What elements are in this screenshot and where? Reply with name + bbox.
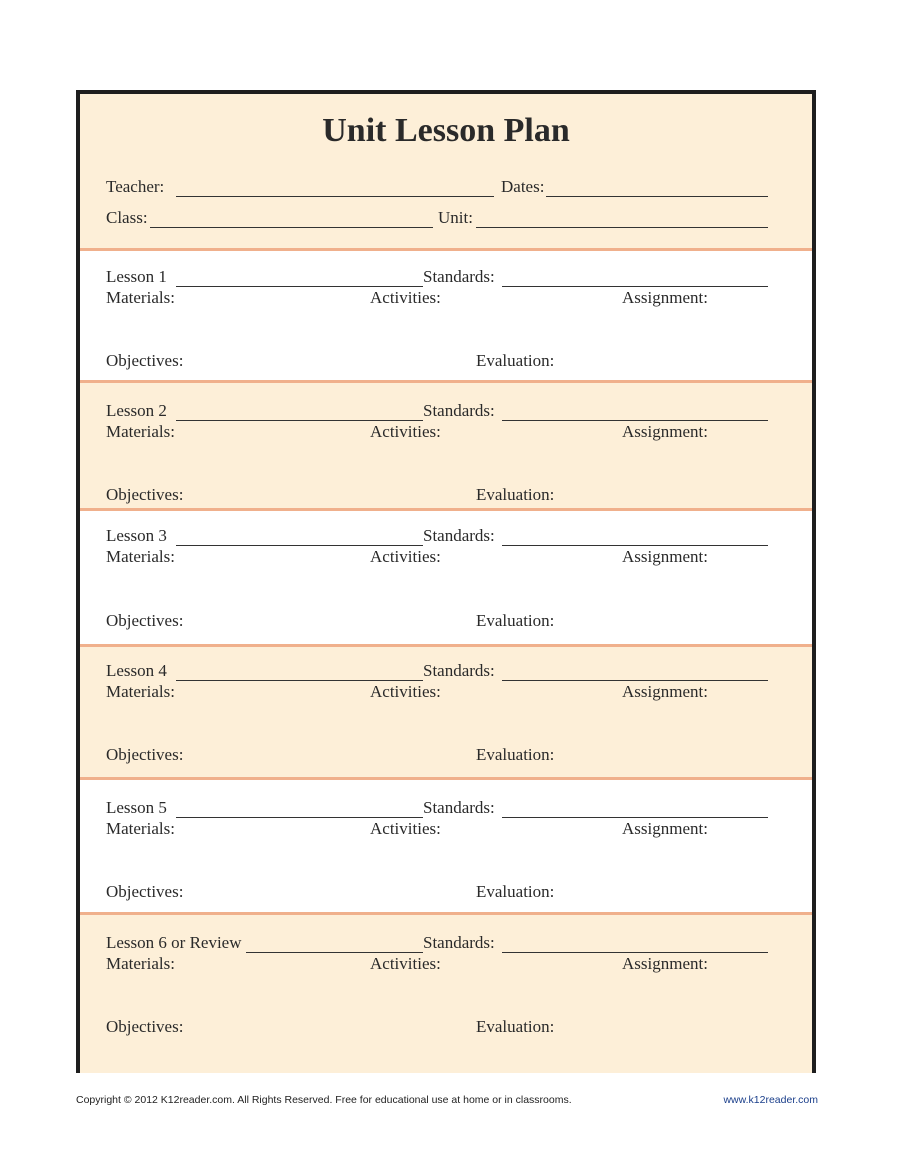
standards-field[interactable] [502,286,768,287]
lesson-3-field[interactable] [176,545,423,546]
materials-label: Materials: [106,547,175,566]
standards-field[interactable] [502,952,768,953]
evaluation-label: Evaluation: [476,1017,555,1036]
lesson-plan-frame [76,90,816,1073]
materials-label: Materials: [106,819,175,838]
lesson-4-label: Lesson 4 [106,661,167,680]
lesson-6-section [80,915,812,1073]
lesson-1-field[interactable] [176,286,423,287]
evaluation-label: Evaluation: [476,351,555,370]
standards-field[interactable] [502,680,768,681]
activities-label: Activities: [370,954,441,973]
lesson-1-label: Lesson 1 [106,267,167,286]
assignment-label: Assignment: [622,288,708,307]
lesson-5-label: Lesson 5 [106,798,167,817]
objectives-label: Objectives: [106,351,184,370]
objectives-label: Objectives: [106,611,184,630]
activities-label: Activities: [370,547,441,566]
lesson-5-section [80,780,812,912]
lesson-4-section [80,647,812,777]
assignment-label: Assignment: [622,422,708,441]
lesson-6-label: Lesson 6 or Review [106,933,242,952]
materials-label: Materials: [106,422,175,441]
lesson-3-label: Lesson 3 [106,526,167,545]
lesson-1-section [80,251,812,380]
objectives-label: Objectives: [106,1017,184,1036]
activities-label: Activities: [370,422,441,441]
lesson-5-field[interactable] [176,817,423,818]
assignment-label: Assignment: [622,819,708,838]
lesson-4-field[interactable] [176,680,423,681]
assignment-label: Assignment: [622,547,708,566]
activities-label: Activities: [370,682,441,701]
assignment-label: Assignment: [622,682,708,701]
dates-field[interactable] [546,196,768,197]
evaluation-label: Evaluation: [476,611,555,630]
standards-label: Standards: [423,661,495,680]
standards-label: Standards: [423,933,495,952]
objectives-label: Objectives: [106,745,184,764]
website-link[interactable]: www.k12reader.com [723,1094,818,1106]
objectives-label: Objectives: [106,485,184,504]
evaluation-label: Evaluation: [476,745,555,764]
evaluation-label: Evaluation: [476,485,555,504]
page-title: Unit Lesson Plan [322,112,570,149]
standards-label: Standards: [423,401,495,420]
lesson-3-section [80,511,812,644]
standards-label: Standards: [423,526,495,545]
lesson-2-section [80,383,812,508]
teacher-field[interactable] [176,196,494,197]
copyright-text: Copyright © 2012 K12reader.com. All Rights Reserved. Free for educational use at home or in classrooms. [76,1094,572,1106]
teacher-label: Teacher: [106,177,165,196]
unit-label: Unit: [438,208,473,227]
activities-label: Activities: [370,288,441,307]
evaluation-label: Evaluation: [476,882,555,901]
objectives-label: Objectives: [106,882,184,901]
lesson-6-field[interactable] [246,952,423,953]
materials-label: Materials: [106,954,175,973]
standards-label: Standards: [423,267,495,286]
lesson-2-field[interactable] [176,420,423,421]
standards-field[interactable] [502,545,768,546]
class-label: Class: [106,208,148,227]
standards-field[interactable] [502,420,768,421]
class-field[interactable] [150,227,433,228]
materials-label: Materials: [106,288,175,307]
assignment-label: Assignment: [622,954,708,973]
standards-field[interactable] [502,817,768,818]
unit-field[interactable] [476,227,768,228]
materials-label: Materials: [106,682,175,701]
lesson-2-label: Lesson 2 [106,401,167,420]
dates-label: Dates: [501,177,545,196]
activities-label: Activities: [370,819,441,838]
standards-label: Standards: [423,798,495,817]
